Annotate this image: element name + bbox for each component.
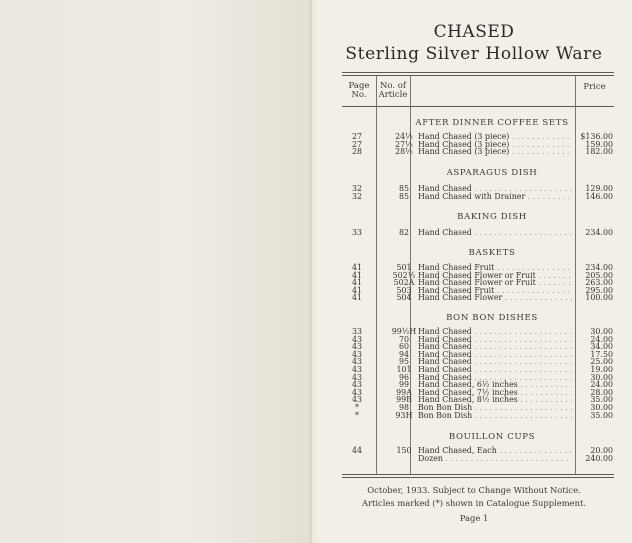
column-header-price: Price <box>583 82 606 92</box>
article-number-cell: 82 <box>398 228 410 237</box>
page-number-cell: * <box>355 403 359 412</box>
page-number-cell: 43 <box>351 387 363 397</box>
price-cell: 34.00 <box>590 342 613 352</box>
table-row <box>342 147 614 156</box>
price-cell: 35.00 <box>590 410 613 420</box>
description-cell: Hand Chased . . . <box>418 357 572 366</box>
description-cell: Hand Chased . . . <box>418 327 572 336</box>
page-number-cell: 27 <box>351 139 363 149</box>
top-rule <box>342 72 614 73</box>
article-number-cell: 94 <box>398 349 410 359</box>
description-cell: Dozen . . . <box>418 454 572 463</box>
description-cell: Hand Chased Fruit . . . <box>418 286 572 295</box>
price-cell: 182.00 <box>585 147 613 157</box>
price-cell: 35.00 <box>590 395 613 405</box>
section-heading: BAKING DISH <box>457 212 527 222</box>
table-row <box>342 228 614 237</box>
table-row <box>342 192 614 201</box>
price-cell: 25.00 <box>590 357 613 367</box>
price-cell: 234.00 <box>585 228 613 237</box>
description-cell: Hand Chased Flower or Fruit . . . <box>418 271 572 280</box>
article-number-cell: 501 <box>396 263 412 272</box>
description-cell: Hand Chased, 7½ inches . . . <box>418 388 572 397</box>
description-cell: Hand Chased (3 piece) . . . <box>418 132 572 141</box>
footer-notice: October, 1933. Subject to Change Without Notice. <box>367 485 581 495</box>
price-cell: 24.00 <box>590 334 613 344</box>
article-number-cell: 27½ <box>395 139 413 149</box>
price-cell: 24.00 <box>590 380 613 390</box>
page-number-cell: 43 <box>351 365 363 374</box>
page-number-cell: 43 <box>351 357 363 367</box>
price-cell: $136.00 <box>580 132 613 141</box>
page-number-cell: 41 <box>351 263 363 272</box>
price-cell: 146.00 <box>585 191 613 201</box>
description-cell: Hand Chased, 6½ inches . . . <box>418 380 572 389</box>
article-number-cell: 60 <box>398 342 410 352</box>
article-number-cell: 99A <box>396 387 412 397</box>
table-row <box>342 411 614 420</box>
article-number-cell: 101 <box>396 365 412 374</box>
article-number-cell: 502A <box>393 278 415 288</box>
description-cell: Hand Chased Flower . . . <box>418 293 572 302</box>
table-row <box>342 454 614 463</box>
page-number-cell: 41 <box>351 293 363 303</box>
article-number-cell: 98 <box>398 403 410 412</box>
description-cell: Hand Chased, Each . . . <box>418 446 572 455</box>
section-heading: BON BON DISHES <box>446 313 538 323</box>
top-rule-inner <box>342 75 614 76</box>
column-header-article <box>376 82 410 100</box>
price-cell: 263.00 <box>585 278 613 288</box>
page-number: Page 1 <box>459 513 489 523</box>
price-cell: 129.00 <box>585 184 613 193</box>
article-number-cell: 99B <box>396 395 412 405</box>
page-number-cell: 41 <box>351 285 363 295</box>
page-number-cell: 41 <box>351 270 363 280</box>
page-number-cell: 43 <box>351 395 363 405</box>
price-cell: 19.00 <box>590 365 613 374</box>
page-number-cell: 43 <box>351 342 363 352</box>
description-cell: Hand Chased (3 piece) . . . <box>418 147 572 156</box>
description-cell: Hand Chased Flower or Fruit . . . <box>418 278 572 287</box>
section-heading: ASPARAGUS DISH <box>446 168 538 178</box>
page-number-cell: * <box>355 410 359 420</box>
header-rule <box>342 106 614 107</box>
article-number-cell: 99½H <box>391 327 417 336</box>
price-cell: 159.00 <box>585 139 613 149</box>
description-cell: Hand Chased with Drainer . . . <box>418 192 572 201</box>
price-cell: 100.00 <box>585 293 613 303</box>
column-header-page <box>342 82 376 100</box>
description-cell: Hand Chased . . . <box>418 228 572 237</box>
description-cell: Hand Chased Fruit . . . <box>418 263 572 272</box>
price-cell: 205.00 <box>585 270 613 280</box>
page-number-cell: 43 <box>351 334 363 344</box>
page-number-cell: 43 <box>351 349 363 359</box>
page-number-cell: 33 <box>351 327 363 336</box>
page-number-cell: 33 <box>351 228 363 237</box>
page-title: CHASED <box>433 22 515 42</box>
section-heading: AFTER DINNER COFFEE SETS <box>415 118 569 128</box>
page-number-cell: 27 <box>351 132 363 141</box>
price-cell: 240.00 <box>585 453 613 463</box>
article-number-cell: 85 <box>398 191 410 201</box>
description-cell: Hand Chased . . . <box>418 342 572 351</box>
footer-supplement-note: Articles marked (*) shown in Catalogue Supplement. <box>361 498 587 508</box>
column-header-article-line2: Article <box>378 90 408 100</box>
description-cell: Hand Chased . . . <box>418 365 572 374</box>
bottom-rule-inner <box>342 477 614 478</box>
article-number-cell: 503 <box>396 285 412 295</box>
article-number-cell: 99 <box>398 380 410 390</box>
price-cell: 30.00 <box>590 372 613 382</box>
price-cell: 20.00 <box>590 446 613 455</box>
price-cell: 17.50 <box>590 349 613 359</box>
price-cell: 30.00 <box>590 403 613 412</box>
page-subtitle: Sterling Silver Hollow Ware <box>345 44 603 64</box>
article-number-cell: 70 <box>398 334 410 344</box>
article-number-cell: 93H <box>395 410 413 420</box>
price-list-page <box>316 0 632 543</box>
section-heading: BASKETS <box>468 248 516 258</box>
price-cell: 295.00 <box>585 285 613 295</box>
article-number-cell: 504 <box>396 293 412 303</box>
description-cell: Hand Chased (3 piece) . . . <box>418 140 572 149</box>
page-number-cell: 43 <box>351 372 363 382</box>
article-number-cell: 150 <box>396 446 412 455</box>
article-number-cell: 85 <box>398 184 410 193</box>
price-cell: 234.00 <box>585 263 613 272</box>
price-cell: 30.00 <box>590 327 613 336</box>
column-header-page-line1: Page <box>348 81 370 91</box>
column-header-article-line1: No. of <box>379 81 407 91</box>
column-header-page-line2: No. <box>351 90 367 100</box>
description-cell: Hand Chased . . . <box>418 184 572 193</box>
description-cell: Hand Chased . . . <box>418 335 572 344</box>
description-cell: Hand Chased . . . <box>418 350 572 359</box>
page-number-cell: 41 <box>351 278 363 288</box>
article-number-cell: 502½ <box>392 270 416 280</box>
description-cell: Hand Chased . . . <box>418 373 572 382</box>
page-number-cell: 28 <box>351 147 363 157</box>
bottom-rule <box>342 474 614 475</box>
article-number-cell: 24½ <box>395 132 413 141</box>
article-number-cell: 95 <box>398 357 410 367</box>
description-cell: Hand Chased, 8½ inches . . . <box>418 395 572 404</box>
description-cell: Bon Bon Dish . . . <box>418 403 572 412</box>
page-number-cell: 43 <box>351 380 363 390</box>
page-number-cell: 32 <box>351 184 363 193</box>
price-cell: 28.00 <box>590 387 613 397</box>
blank-left-page <box>0 0 312 543</box>
section-heading: BOUILLON CUPS <box>448 432 536 442</box>
page-number-cell: 32 <box>351 191 363 201</box>
description-cell: Bon Bon Dish . . . <box>418 411 572 420</box>
table-row <box>342 293 614 302</box>
article-number-cell: 96 <box>398 372 410 382</box>
page-number-cell: 44 <box>351 446 363 455</box>
article-number-cell: 28½ <box>395 147 413 157</box>
